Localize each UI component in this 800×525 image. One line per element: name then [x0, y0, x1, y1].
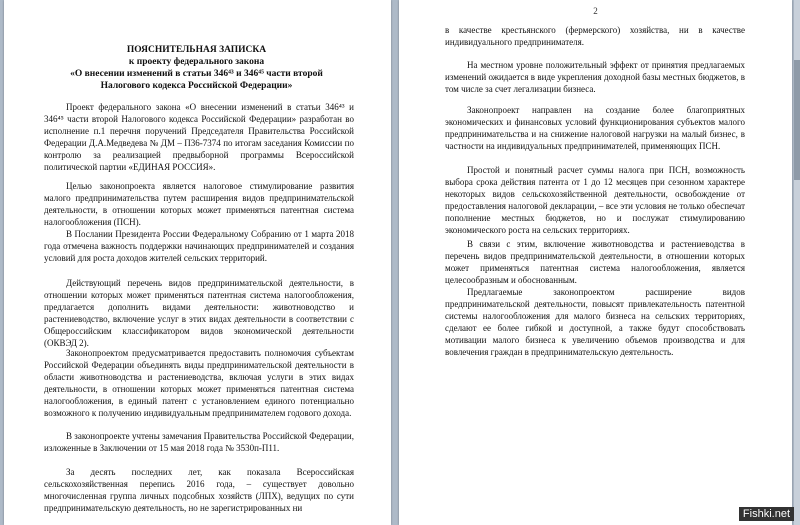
vertical-scrollbar[interactable] — [794, 0, 800, 525]
paragraph: Проект федерального закона «О внесении изменений в статьи 346⁴³ и 346⁴⁵ части второй Налогового кодекса Российской Федерации» разработан во исполнение п.1 перечня поручений Председателя Правительства Российской Федерации Д.А.Медведева № ДМ – П36-7374 по итогам заседания Комиссии по контролю за реализацией предвыборной программы Всероссийской политической партии «ЕДИНАЯ РОССИЯ». — [44, 102, 354, 173]
document-page-2 — [399, 0, 792, 525]
paragraph: В связи с этим, включение животноводства и растениеводства в перечень видов предпринимательской деятельности, в отношении которых может применяться патентная система налогообложения, является целесообразным и обоснованным. — [445, 239, 745, 286]
paragraph: В Послании Президента России Федеральному Собранию от 1 марта 2018 года отмечена важность поддержки начинающих предпринимателей и создания условий для роста доходов жителей сельских территорий. — [44, 229, 354, 264]
paragraph: На местном уровне положительный эффект от принятия предлагаемых изменений ожидается в виде укрепления доходной базы местных бюджетов, в том числе за счет легализации бизнеса. — [445, 60, 745, 95]
paragraph: Предлагаемые законопроектом расширение видов предпринимательской деятельности, повысят привлекательность патентной системы налогообложения для малого бизнеса на сельских территориях, сделают ее более гибкой и доступной, а также будут способствовать мотивации малого бизнеса к увеличению объемов производства и для вовлечения граждан в предпринимательскую деятельность. — [445, 287, 745, 358]
document-subtitle: Налогового кодекса Российской Федерации» — [100, 81, 293, 91]
paragraph: Простой и понятный расчет суммы налога при ПСН, возможность выбора срока действия патента от 1 до 12 месяцев при сезонном характере некоторых видов сельскохозяйственной деятельности, освобождение от предоставления налоговой декларации, – все эти условия не только обеспечат пополнение местных бюджетов, но и послужат стимулированию экономического роста на сельских территориях. — [445, 165, 745, 236]
document-subtitle: к проекту федерального закона — [128, 57, 265, 67]
paragraph: Действующий перечень видов предпринимательской деятельности, в отношении которых может применяться патентная система налогообложения, предлагается дополнить видами деятельности: животноводство и растениеводство, включение услуг в этих видах деятельности в соответствии с Общероссийским классификатором видов экономической деятельности (ОКВЭД 2). — [44, 278, 354, 349]
paragraph: Законопроект направлен на создание более благоприятных экономических и финансовых условий функционирования субъектов малого предпринимательства и на снижение налоговой нагрузки на малый бизнес, в частности на индивидуальных предпринимателей, применяющих ПСН. — [445, 105, 745, 152]
watermark: Fishki.net — [739, 507, 794, 521]
document-title: ПОЯСНИТЕЛЬНАЯ ЗАПИСКА — [126, 45, 267, 55]
paragraph: За десять последних лет, как показала Всероссийская сельскохозяйственная перепись 2016 года, – существует довольно многочисленная группа личных подсобных хозяйств (ЛПХ), ведущих по сути предпринимательскую деятельность, но не зарегистрированных ни — [44, 467, 354, 514]
page-number: 2 — [593, 6, 598, 16]
document-subtitle: «О внесении изменений в статьи 346⁴³ и 346⁴⁵ части второй — [70, 69, 323, 79]
document-page-1 — [4, 0, 391, 525]
paragraph: Законопроектом предусматривается предоставить полномочия субъектам Российской Федерации объединять виды предпринимательской деятельности в области животноводства и растениеводства, включая услуги в этих видах деятельности, в отношении которых может применяться патентная система налогообложения, в единый патент с установлением единого потенциально возможного к получению индивидуальным предпринимателем годового дохода. — [44, 348, 354, 419]
paragraph: В законопроекте учтены замечания Правительства Российской Федерации, изложенные в Заключении от 15 мая 2018 года № 3530п-П11. — [44, 431, 354, 454]
paragraph: в качестве крестьянского (фермерского) хозяйства, ни в качестве индивидуального предпринимателя. — [445, 25, 745, 48]
paragraph: Целью законопроекта является налоговое стимулирование развития малого предпринимательства путем расширения видов предпринимательской деятельности, в отношении которых может применяться патентная система налогообложения (ПСН). — [44, 181, 354, 228]
scrollbar-thumb[interactable] — [794, 60, 800, 180]
